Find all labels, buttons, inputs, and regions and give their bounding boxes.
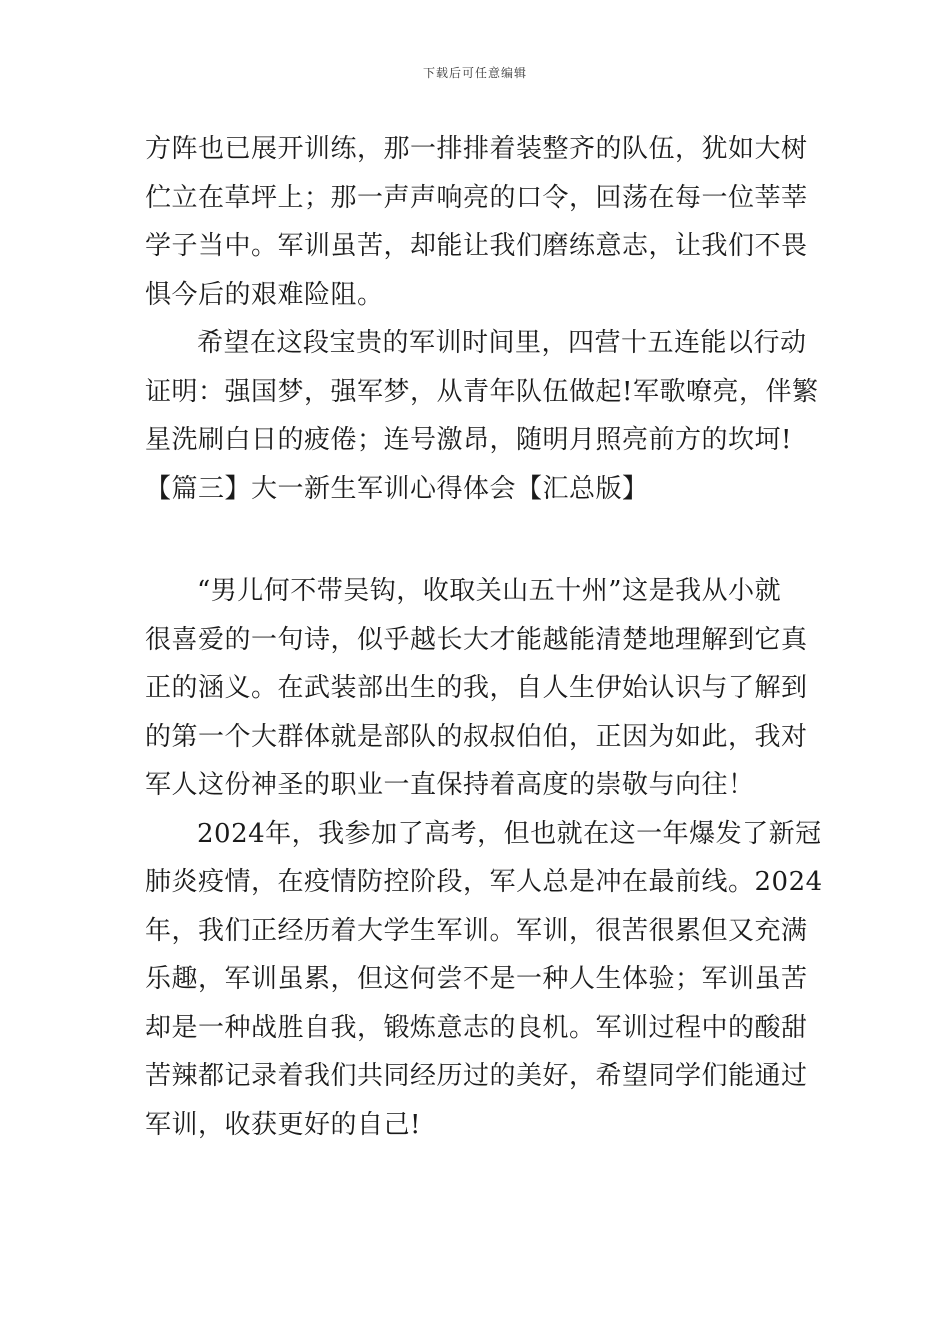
text-line: 军训，收获更好的自己! [145, 1109, 421, 1140]
page-header-note: 下载后可任意编辑 [422, 66, 527, 80]
text-line: 正的涵义。在武装部出生的我，自人生伊始认识与了解到 [145, 673, 808, 703]
text-line: 却是一种战胜自我，锻炼意志的良机。军训过程中的酸甜 [145, 1012, 808, 1043]
text-line: 肺炎疫情，在疫情防控阶段，军人总是冲在最前线。2024 [145, 867, 823, 897]
text-line: 希望在这段宝贵的军训时间里，四营十五连能以行动 [197, 328, 807, 358]
paragraph-prev-2 [145, 319, 819, 465]
text-line: “男儿何不带吴钩，收取关山五十州”这是我从小就 [197, 576, 782, 606]
text-line: 乐趣，军训虽累，但这何尝不是一种人生体验；军训虽苦 [145, 964, 808, 994]
text-line: 2024年，我参加了高考，但也就在这一年爆发了新冠 [197, 818, 822, 849]
text-line: 苦辣都记录着我们共同经历过的美好，希望同学们能通过 [145, 1061, 808, 1091]
document-body [145, 125, 823, 1149]
paragraph-three-1 [145, 567, 810, 810]
section-heading: 【篇三】大一新生军训心得体会【汇总版】 [145, 473, 649, 504]
text-line: 学子当中。军训虽苦，却能让我们磨练意志，让我们不畏 [145, 231, 808, 261]
text-line: 惧今后的艰难险阻。 [145, 279, 384, 310]
text-line: 伫立在草坪上；那一声声响亮的口令，回荡在每一位莘莘 [145, 182, 808, 213]
text-line: 军人这份神圣的职业一直保持着高度的崇敬与向往！ [145, 770, 755, 800]
text-line: 的第一个大群体就是部队的叔叔伯伯，正因为如此，我对 [145, 721, 808, 752]
text-line: 很喜爱的一句诗，似乎越长大才能越能清楚地理解到它真 [145, 624, 808, 655]
text-line: 年，我们正经历着大学生军训。军训，很苦很累但又充满 [145, 915, 808, 946]
paragraph-three-2 [145, 810, 823, 1150]
spacer [145, 513, 810, 567]
text-line: 星洗刷白日的疲倦；连号激昂，随明月照亮前方的坎坷! [145, 425, 792, 455]
paragraph-prev-1 [145, 125, 810, 319]
text-line: 方阵也已展开训练，那一排排着装整齐的队伍，犹如大树 [145, 134, 808, 164]
text-line: 证明：强国梦，强军梦，从青年队伍做起!军歌嘹亮，伴繁 [145, 376, 819, 407]
